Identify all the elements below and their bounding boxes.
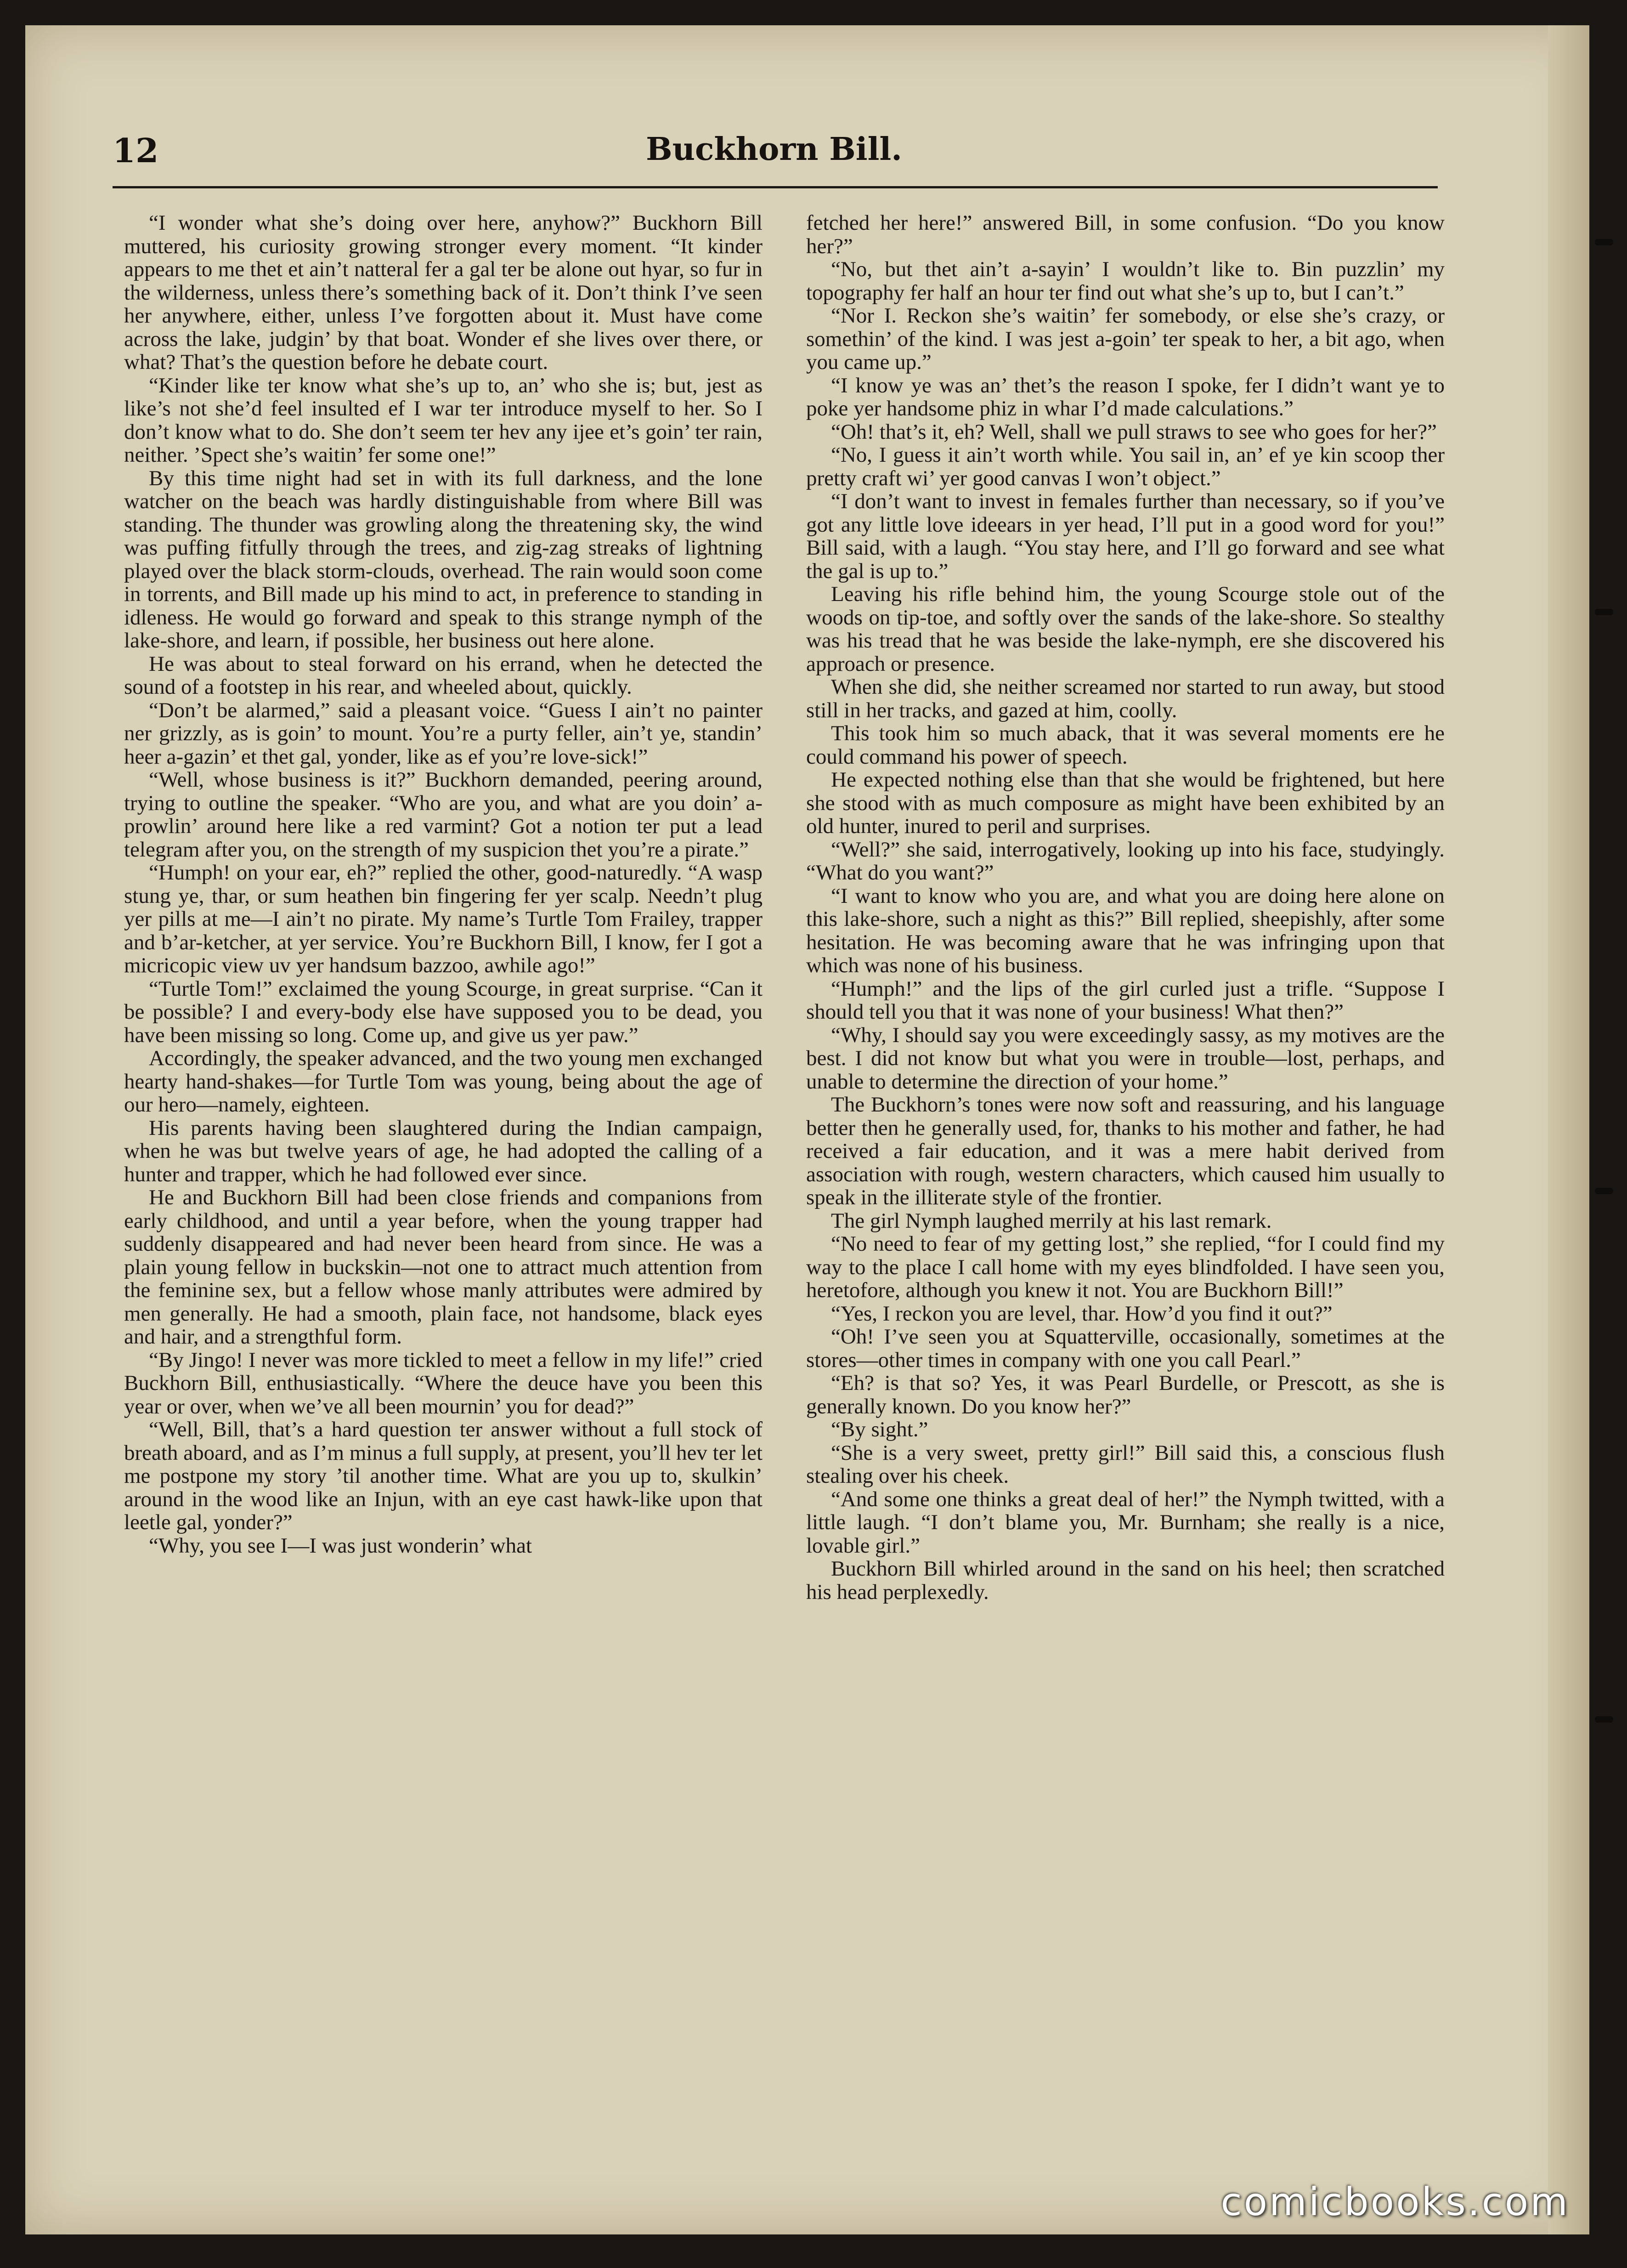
- paragraph: “Yes, I reckon you are level, thar. How’d you find it out?”: [831, 1301, 1333, 1326]
- paragraph: This took him so much aback, that it was several moments ere he could command his power of speech.: [806, 721, 1445, 769]
- right-column: [806, 211, 1445, 2150]
- paragraph: When she did, she neither screamed nor started to run away, but stood still in her tracks, and gazed at him, coolly.: [806, 675, 1445, 722]
- paragraph: “She is a very sweet, pretty girl!” Bill said this, a conscious flush stealing over his cheek.: [806, 1440, 1445, 1488]
- paragraph: “I know ye was an’ thet’s the reason I spoke, fer I didn’t want ye to poke yer handsome phiz in whar I’d made calculations.”: [806, 373, 1445, 420]
- paragraph: He was about to steal forward on his errand, when he detected the sound of a footstep in his rear, and wheeled about, quickly.: [124, 652, 763, 699]
- paragraph: “Kinder like ter know what she’s up to, an’ who she is; but, jest as like’s not she’d feel insulted ef I war ter introduce myself to her. So I don’t know what to do. She don’t seem ter hev any ijee et’s goin’ ter rain, neither. ’Spect she’s waitin’ fer some one!”: [124, 373, 763, 467]
- paragraph: “Turtle Tom!” exclaimed the young Scourge, in great surprise. “Can it be possible? I and every-body else have supposed you to be dead, you have been missing so long. Come up, and give us yer paw.”: [124, 976, 763, 1047]
- paragraph: His parents having been slaughtered during the Indian campaign, when he was but twelve years of age, he had adopted the calling of a hunter and trapper, which he had followed ever since.: [124, 1116, 763, 1186]
- paragraph: “Humph!” and the lips of the girl curled just a trifle. “Suppose I should tell you that it was none of your business! What then?”: [806, 976, 1445, 1024]
- paragraph: “Well?” she said, interrogatively, looking up into his face, studyingly. “What do you want?”: [806, 837, 1445, 885]
- paragraph: “Humph! on your ear, eh?” replied the other, good-naturedly. “A wasp stung ye, thar, or sum heathen bin fingering fer yer scalp. Needn’t plug yer pills at me—I ain’t no pirate. My name’s Turtle Tom Frailey, trapper and b’ar-ketcher, at yer service. You’re Buckhorn Bill, I know, fer I got a micricopic view uv yer handsum bazzoo, awhile ago!”: [124, 861, 763, 977]
- paragraph: Buckhorn Bill whirled around in the sand on his heel; then scratched his head perplexedly.: [806, 1557, 1445, 1604]
- paragraph: “No, I guess it ain’t worth while. You sail in, an’ ef ye kin scoop ther pretty craft wi’ yer good canvas I won’t object.”: [806, 443, 1445, 490]
- site-watermark: comicbooks.com: [1220, 2179, 1570, 2224]
- paragraph: Accordingly, the speaker advanced, and the two young men exchanged hearty hand-shakes—for Turtle Tom was young, being about the age of our hero—namely, eighteen.: [124, 1046, 763, 1117]
- paragraph: “Oh! I’ve seen you at Squatterville, occasionally, sometimes at the stores—other times in company with one you call Pearl.”: [806, 1325, 1445, 1372]
- page-number: 12: [113, 131, 159, 170]
- paragraph: The girl Nymph laughed merrily at his last remark.: [831, 1208, 1272, 1233]
- binding-staple: [1595, 1188, 1613, 1194]
- paragraph: “Oh! that’s it, eh? Well, shall we pull straws to see who goes for her?”: [831, 420, 1437, 444]
- left-column: [124, 211, 763, 2150]
- paragraph: “Well, Bill, that’s a hard question ter answer without a full stock of breath aboard, and as I’m minus a full supply, at present, you’ll hev ter let me postpone my story ’til another time. What are you up to, skulkin’ around in the wood like an Injun, with an eye cast hawk-like upon that leetle gal, yonder?”: [124, 1418, 763, 1534]
- paragraph: “No need to fear of my getting lost,” she replied, “for I could find my way to the place I call home with my eyes blindfolded. I have seen you, heretofore, although you knew it not. You are Buckhorn Bill!”: [806, 1232, 1445, 1302]
- paragraph: “I wonder what she’s doing over here, anyhow?” Buckhorn Bill muttered, his curiosity growing stronger every moment. “It kinder appears to me thet et ain’t natteral fer a gal ter be alone out hyar, so fur in the wilderness, unless there’s something back of it. Don’t think I’ve seen her anywhere, either, unless I’ve forgotten about it. Must have come across the lake, judgin’ by that boat. Wonder ef she lives over there, or what? That’s the question before he debate court.: [124, 211, 763, 374]
- page-header: [113, 131, 1435, 191]
- binding-staple: [1595, 1716, 1613, 1723]
- paragraph: “And some one thinks a great deal of her!” the Nymph twitted, with a little laugh. “I don’t blame you, Mr. Burnham; she really is a nice, lovable girl.”: [806, 1487, 1445, 1558]
- running-title: Buckhorn Bill.: [646, 131, 902, 168]
- paragraph: “Don’t be alarmed,” said a pleasant voice. “Guess I ain’t no painter ner grizzly, as is goin’ to mount. You’re a purty feller, ain’t ye, standin’ heer a-gazin’ et thet gal, yonder, like as ef you’re love-sick!”: [124, 698, 763, 769]
- paragraph: “Why, you see I—I was just wonderin’ what: [149, 1533, 532, 1558]
- paragraph: “No, but thet ain’t a-sayin’ I wouldn’t like to. Bin puzzlin’ my topography fer half an hour ter find out what she’s up to, but I can’t.”: [806, 257, 1445, 305]
- paragraph: “Eh? is that so? Yes, it was Pearl Burdelle, or Prescott, as she is generally known. Do you know her?”: [806, 1371, 1445, 1418]
- header-rule: [113, 186, 1438, 188]
- paragraph: “I want to know who you are, and what you are doing here alone on this lake-shore, such a night as this?” Bill replied, sheepishly, after some hesitation. He was becoming aware that he was infringing upon that which was none of his business.: [806, 884, 1445, 977]
- page-gutter: [1548, 25, 1589, 2234]
- paragraph: Leaving his rifle behind him, the young Scourge stole out of the woods on tip-toe, and softly over the sands of the lake-shore. So stealthy was his tread that he was beside the lake-nymph, ere she discovered his approach or presence.: [806, 582, 1445, 676]
- paragraph: He and Buckhorn Bill had been close friends and companions from early childhood, and until a year before, when the young trapper had suddenly disappeared and had never been heard from since. He was a plain young fellow in buckskin—not one to attract much attention from the feminine sex, but a fellow whose manly attributes were admired by men generally. He had a smooth, plain face, not handsome, black eyes and hair, and a strengthful form.: [124, 1185, 763, 1349]
- paragraph-continued: fetched her here!” answered Bill, in some confusion. “Do you know her?”: [806, 211, 1445, 258]
- binding-staple: [1595, 239, 1613, 245]
- paragraph: “Nor I. Reckon she’s waitin’ fer somebody, or else she’s crazy, or somethin’ of the kind. I was jest a-goin’ ter speak to her, a bit ago, when you came up.”: [806, 304, 1445, 374]
- binding-staple: [1595, 609, 1613, 615]
- paragraph: “By Jingo! I never was more tickled to meet a fellow in my life!” cried Buckhorn Bill, enthusiastically. “Where the deuce have you been this year or over, when we’ve all been mournin’ you for dead?”: [124, 1348, 763, 1418]
- paragraph: “Why, I should say you were exceedingly sassy, as my motives are the best. I did not know but what you were in trouble—lost, perhaps, and unable to determine the direction of your home.”: [806, 1023, 1445, 1094]
- paragraph: “Well, whose business is it?” Buckhorn demanded, peering around, trying to outline the speaker. “Who are you, and what are you doin’ a-prowlin’ around here like a red varmint? Got a notion ter put a lead telegram after you, on the strength of my suspicion thet you’re a pirate.”: [124, 768, 763, 862]
- paragraph: The Buckhorn’s tones were now soft and reassuring, and his language better then he generally used, for, thanks to his mother and father, he had received a fair education, and it was a mere habit derived from association with rough, western characters, which caused him usually to speak in the illiterate style of the frontier.: [806, 1093, 1445, 1209]
- paragraph: By this time night had set in with its full darkness, and the lone watcher on the beach was hardly distinguishable from where Bill was standing. The thunder was growling along the threatening sky, the wind was puffing fitfully through the trees, and zig-zag streaks of lightning played over the black storm-clouds, overhead. The rain would soon come in torrents, and Bill made up his mind to act, in preference to standing in idleness. He would go forward and speak to this strange nymph of the lake-shore, and learn, if possible, her business out here alone.: [124, 466, 763, 652]
- paragraph: He expected nothing else than that she would be frightened, but here she stood with as much composure as might have been exhibited by an old hunter, inured to peril and surprises.: [806, 768, 1445, 838]
- paragraph: “By sight.”: [831, 1418, 928, 1441]
- paragraph: “I don’t want to invest in females further than necessary, so if you’ve got any little love ideears in yer head, I’ll put in a good word for you!” Bill said, with a laugh. “You stay here, and I’ll go forward and see what the gal is up to.”: [806, 489, 1445, 583]
